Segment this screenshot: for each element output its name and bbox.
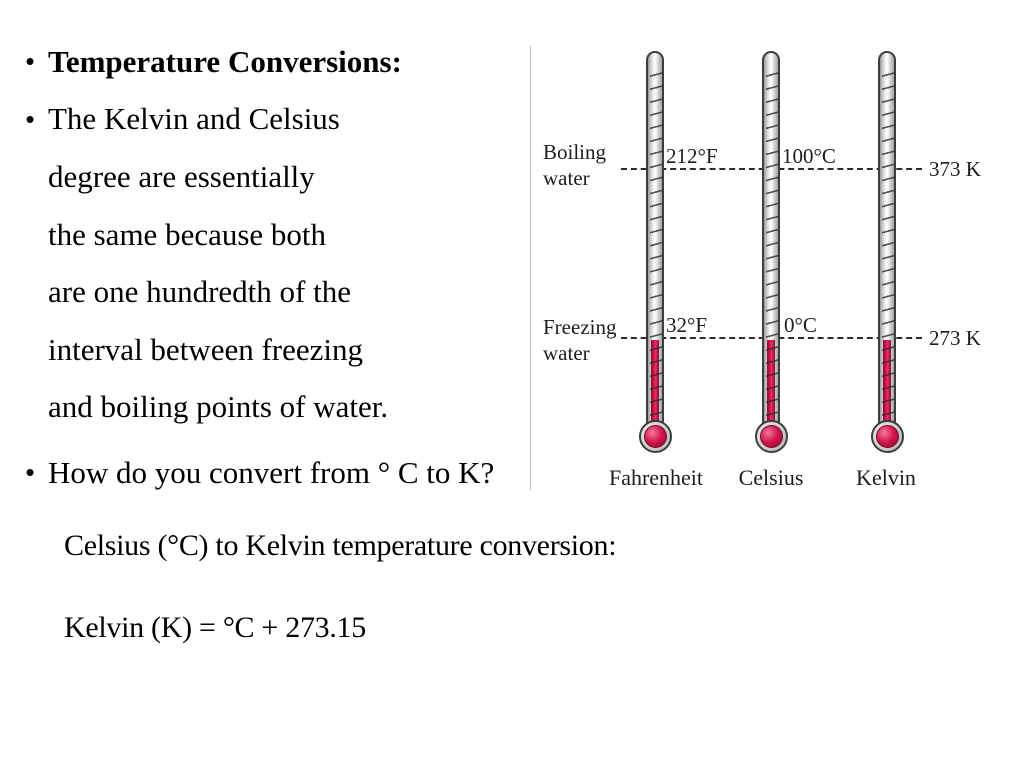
bullet-item-body-line (12, 379, 572, 437)
bullet-item-title (12, 33, 572, 91)
conversion-formula: Kelvin (K) = °C + 273.15 (64, 611, 366, 644)
conversion-heading: Celsius (°C) to Kelvin temperature conversion: (64, 529, 617, 562)
kelvin-freezing-value: 273 K (929, 326, 981, 350)
body-text-line: the same because both (48, 216, 327, 252)
fahrenheit-freezing-value: 32°F (666, 313, 708, 337)
thermometer-bulb (755, 420, 788, 453)
bullet-list (12, 33, 572, 502)
thermometer-bulb (871, 420, 904, 453)
body-text-line: The Kelvin and Celsius (48, 101, 340, 137)
body-text-line: interval between freezing (48, 331, 363, 367)
thermometer-scale-marks (766, 64, 778, 422)
boiling-water-label-line2: water (543, 166, 590, 190)
bullet-item-body-line (12, 206, 572, 264)
celsius-freezing-value: 0°C (784, 313, 817, 337)
bullet-marker: • (25, 46, 35, 77)
thermometer-scale-marks (882, 64, 894, 422)
fahrenheit-boiling-value: 212°F (666, 144, 718, 168)
thermometer-bulb-mercury (644, 425, 667, 448)
thermometer-scale-marks (650, 64, 662, 422)
diagram-left-border (530, 46, 531, 490)
freezing-water-label (543, 314, 616, 366)
kelvin-boiling-value: 373 K (929, 157, 981, 181)
slide-heading: Temperature Conversions: (48, 43, 402, 79)
freezing-water-label-line2: water (543, 341, 590, 365)
bullet-item-body-line (12, 148, 572, 206)
scale-name-celsius: Celsius (738, 465, 804, 490)
boiling-water-label-line1: Boiling (543, 140, 607, 164)
celsius-boiling-value: 100°C (782, 144, 836, 168)
freezing-water-label-line1: Freezing (543, 315, 617, 339)
body-text-line: and boiling points of water. (48, 389, 389, 425)
bullet-item-body-line (12, 263, 572, 321)
boiling-water-label (543, 139, 606, 191)
bullet-item-question (12, 444, 572, 502)
body-text-line: degree are essentially (48, 158, 315, 194)
thermometer-bulb-mercury (876, 425, 899, 448)
thermometer-bulb-mercury (760, 425, 783, 448)
scale-name-kelvin: Kelvin (856, 465, 916, 490)
bullet-marker: • (25, 457, 35, 488)
bullet-marker: • (25, 103, 35, 134)
thermometer-bulb (639, 420, 672, 453)
bullet-item-body-line (12, 321, 572, 379)
question-text: How do you convert from ° C to K? (48, 454, 495, 490)
body-text-line: are one hundredth of the (48, 274, 351, 310)
bullet-item-body-line (12, 91, 572, 149)
scale-name-fahrenheit: Fahrenheit (608, 465, 704, 490)
